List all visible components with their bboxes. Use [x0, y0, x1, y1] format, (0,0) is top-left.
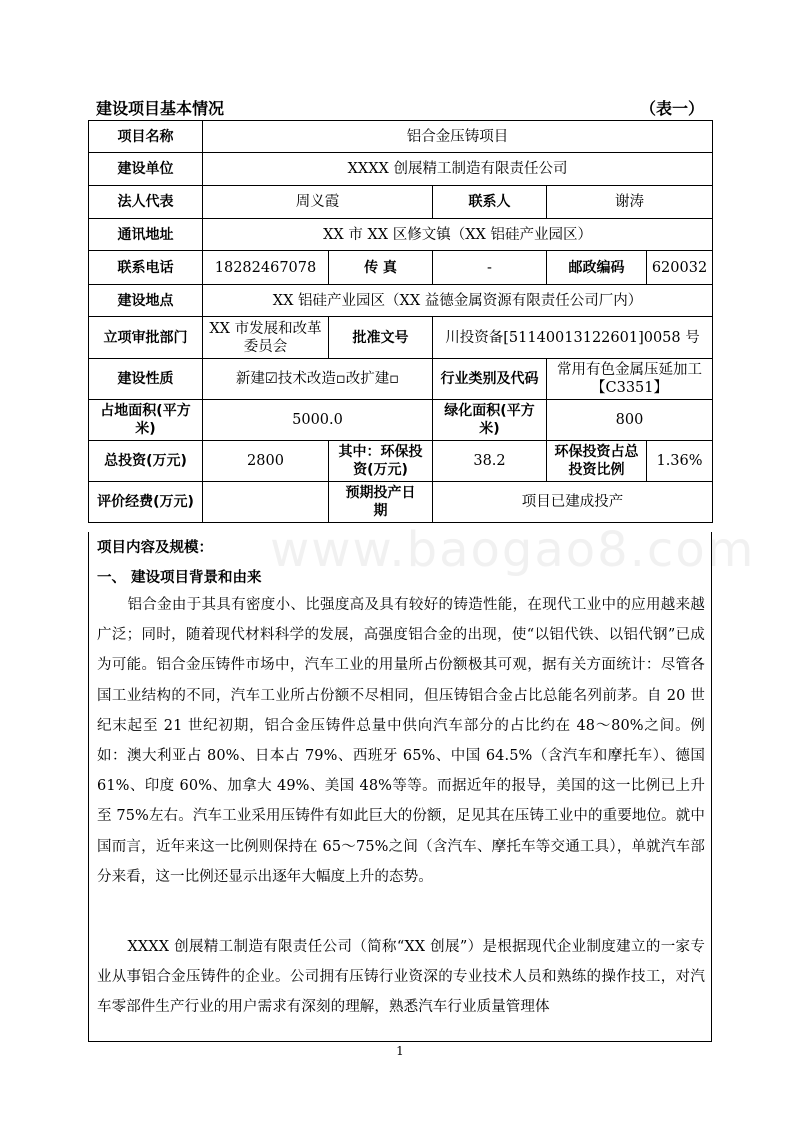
green-area-value: 800	[547, 400, 713, 441]
postcode-value: 620032	[647, 251, 713, 285]
address-label: 通讯地址	[89, 219, 203, 251]
page-number: 1	[396, 1044, 404, 1058]
industry-label: 行业类别及代码	[433, 359, 547, 400]
legal-rep-value: 周义霞	[203, 186, 433, 219]
total-invest-value: 2800	[203, 441, 329, 482]
fax-label: 传 真	[329, 251, 433, 285]
background-paragraph: 铝合金由于其具有密度小、比强度高及具有较好的铸造性能，在现代工业中的应用越来越广泛；同时，随着现代材料科学的发展，高强度铝合金的出现，使“以铝代铁、以铝代钢”已成为可能。铝合金压铸件市场中，汽车工业的用量所占份额极其可观，据有关方面统计：尽管各国工业结构的不同，汽车工业所占份额不尽相同，但压铸铝合金占比总能名列前茅。自 20 世纪末起至 21 世纪初期，铝合金压铸件总量中供向汽车部分的占比约在 48～80%之间。例如：澳大利亚占 80%、日本占 79%、西班牙 65%、中国 64.5%（含汽车和摩托车）、德国 61%、印度 60%、加拿大 49%、美国 48%等等。而据近年的报导，美国的这一比例已上升至 75%左右。汽车工业采用压铸件有如此巨大的份额，足见其在压铸工业中的重要地位。就中国而言，近年来这一比例则保持在 65～75%之间（含汽车、摩托车等交通工具），单就汽车部分来看，这一比例还显示出逐年大幅度上升的态势。	[97, 597, 705, 885]
env-invest-label: 其中：环保投资(万元)	[329, 441, 433, 482]
nature-value: 新建☑技术改造▫改扩建▫	[203, 359, 433, 400]
approval-no-label: 批准文号	[329, 317, 433, 359]
phone-value: 18282467078	[203, 251, 329, 285]
eval-fee-value	[203, 482, 329, 523]
production-date-value: 项目已建成投产	[433, 482, 713, 523]
section-heading: 一、 建设项目背景和由来	[97, 570, 262, 586]
form-title-bar	[88, 96, 712, 120]
env-ratio-value: 1.36%	[647, 441, 713, 482]
unit-label: 建设单位	[89, 153, 203, 186]
project-content-box	[88, 532, 712, 1042]
industry-value: 常用有色金属压延加工【C3351】	[547, 359, 713, 400]
total-invest-label: 总投资(万元)	[89, 441, 203, 482]
site-label: 建设地点	[89, 285, 203, 317]
unit-value: XXXX 创展精工制造有限责任公司	[203, 153, 713, 186]
nature-label: 建设性质	[89, 359, 203, 400]
green-area-label: 绿化面积(平方米)	[433, 400, 547, 441]
approval-dept-value: XX 市发展和改革委员会	[203, 317, 329, 359]
eval-fee-label: 评价经费(万元)	[89, 482, 203, 523]
watermark: www.baogao8.com	[270, 522, 756, 578]
contact-label: 联系人	[433, 186, 547, 219]
area-value: 5000.0	[203, 400, 433, 441]
project-name-label: 项目名称	[89, 121, 203, 153]
content-heading: 项目内容及规模：	[97, 540, 213, 556]
postcode-label: 邮政编码	[547, 251, 647, 285]
phone-label: 联系电话	[89, 251, 203, 285]
fax-value: -	[433, 251, 547, 285]
contact-value: 谢涛	[547, 186, 713, 219]
table-number: （表一）	[639, 99, 704, 118]
env-ratio-label: 环保投资占总投资比例	[547, 441, 647, 482]
company-paragraph: XXXX 创展精工制造有限责任公司（简称“XX 创展”）是根据现代企业制度建立的一家专业从事铝合金压铸件的企业。公司拥有压铸行业资深的专业技术人员和熟练的操作技工，对汽车零部件生产行业的用户需求有深刻的理解，熟悉汽车行业质量管理体	[97, 939, 705, 1016]
area-label: 占地面积(平方米)	[89, 400, 203, 441]
env-invest-value: 38.2	[433, 441, 547, 482]
project-name-value: 铝合金压铸项目	[203, 121, 713, 153]
form-title: 建设项目基本情况	[96, 99, 225, 118]
legal-rep-label: 法人代表	[89, 186, 203, 219]
approval-dept-label: 立项审批部门	[89, 317, 203, 359]
site-value: XX 铝硅产业园区（XX 益德金属资源有限责任公司厂内）	[203, 285, 713, 317]
production-date-label: 预期投产日 期	[329, 482, 433, 523]
project-info-table	[88, 120, 713, 523]
approval-no-value: 川投资备[51140013122601]0058 号	[433, 317, 713, 359]
address-value: XX 市 XX 区修文镇（XX 铝硅产业园区）	[203, 219, 713, 251]
